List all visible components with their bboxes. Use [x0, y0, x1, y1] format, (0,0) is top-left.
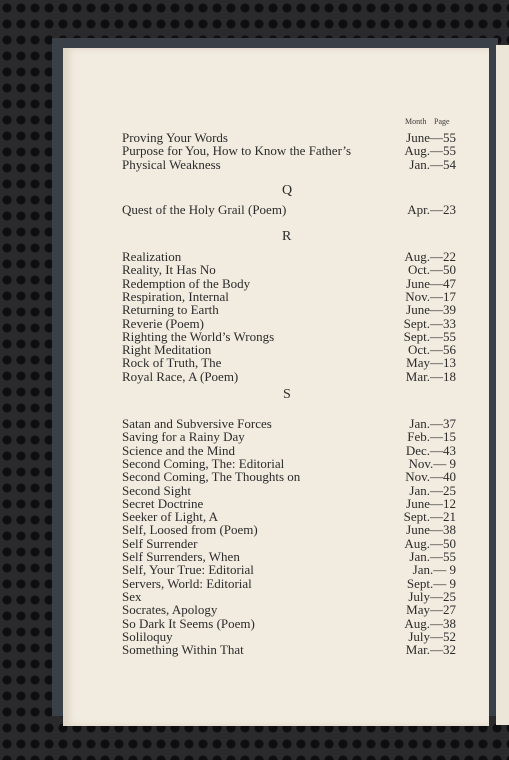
entry-title: Saving for a Rainy Day: [122, 429, 245, 445]
entry-month-page: Jan.—25: [409, 482, 456, 498]
entry-title: So Dark It Seems (Poem): [122, 615, 255, 631]
entry-month-page: July—25: [408, 588, 456, 604]
entry-title: Proving Your Words: [122, 130, 228, 145]
entry-month-page: Oct.—56: [407, 342, 456, 358]
entry-month-page: Apr.—23: [407, 202, 456, 217]
entry-title: Socrates, Apology: [122, 602, 218, 618]
entry-title: Returning to Earth: [122, 302, 219, 318]
entry-month-page: Feb.—15: [407, 429, 456, 445]
entry-month-page: Sept.—21: [403, 509, 456, 525]
entry-title: Purpose for You, How to Know the Father’s: [122, 143, 352, 159]
entry-month-page: Aug.—50: [404, 535, 456, 551]
entry-month-page: Dec.—43: [405, 442, 456, 458]
entry-month-page: May—27: [406, 602, 456, 618]
entry-month-page: Nov.— 9: [408, 455, 456, 471]
entry-title: Self, Your True: Editorial: [122, 562, 254, 578]
entry-title: Respiration, Internal: [122, 288, 229, 304]
entry-month-page: June—38: [406, 522, 456, 538]
entry-month-page: June—47: [406, 275, 456, 291]
index-entry: [122, 157, 456, 172]
entry-title: Right Meditation: [122, 342, 212, 358]
page-column-header: Page: [434, 117, 450, 126]
entry-month-page: Sept.—55: [403, 328, 456, 344]
entry-title: Second Coming, The Thoughts on: [122, 469, 301, 485]
entry-month-page: Nov.—40: [405, 469, 456, 485]
entry-title: Seeker of Light, A: [122, 509, 219, 525]
section-letter-r: R: [282, 229, 292, 244]
entry-title: Soliloquy: [122, 628, 173, 644]
entry-title: Science and the Mind: [122, 442, 235, 458]
entry-month-page: Sept.— 9: [406, 575, 456, 591]
entry-title: Second Sight: [122, 482, 191, 498]
section-letter-s: S: [283, 387, 291, 402]
entry-month-page: June—39: [406, 302, 456, 318]
entry-title: Self, Loosed from (Poem): [122, 522, 258, 538]
entry-month-page: May—13: [406, 355, 456, 371]
entry-month-page: June—12: [406, 495, 456, 511]
entry-month-page: July—52: [408, 628, 456, 644]
index-entry: [122, 369, 456, 384]
entry-title: Secret Doctrine: [122, 495, 204, 511]
entry-month-page: Jan.—54: [409, 156, 456, 172]
entry-month-page: Nov.—17: [405, 288, 456, 304]
entry-title: Reverie (Poem): [122, 315, 204, 331]
section-letter-q: Q: [282, 183, 293, 198]
entry-month-page: June—55: [406, 130, 456, 145]
entry-month-page: Jan.— 9: [412, 562, 456, 578]
entry-title: Self Surrenders, When: [122, 549, 240, 564]
entry-title: Physical Weakness: [122, 156, 221, 172]
entry-month-page: Aug.—22: [404, 249, 456, 264]
entry-title: Reality, It Has No: [122, 262, 216, 278]
entry-title: Realization: [122, 249, 182, 264]
entry-month-page: Mar.—18: [405, 368, 456, 384]
entry-title: Something Within That: [122, 642, 244, 658]
entry-month-page: Oct.—50: [407, 262, 456, 278]
entry-month-page: Aug.—55: [404, 143, 456, 159]
index-entry: [122, 202, 456, 217]
entry-title: Redemption of the Body: [122, 275, 251, 291]
index-entry: [122, 642, 456, 657]
entry-title: Servers, World: Editorial: [122, 575, 252, 591]
entry-month-page: Mar.—32: [405, 642, 456, 658]
entry-month-page: Jan.—55: [409, 549, 456, 564]
entry-title: Self Surrender: [122, 535, 198, 551]
entry-month-page: Sept.—33: [403, 315, 456, 331]
entry-title: Sex: [122, 588, 142, 604]
entry-title: Royal Race, A (Poem): [122, 368, 239, 384]
month-column-header: Month: [405, 117, 427, 126]
entry-title: Second Coming, The: Editorial: [122, 455, 285, 471]
entry-title: Righting the World’s Wrongs: [122, 328, 275, 344]
entry-title: Quest of the Holy Grail (Poem): [122, 202, 287, 217]
entry-title: Satan and Subversive Forces: [122, 416, 272, 431]
entry-month-page: Jan.—37: [409, 416, 456, 431]
entry-title: Rock of Truth, The: [122, 355, 222, 371]
entry-month-page: Aug.—38: [404, 615, 456, 631]
